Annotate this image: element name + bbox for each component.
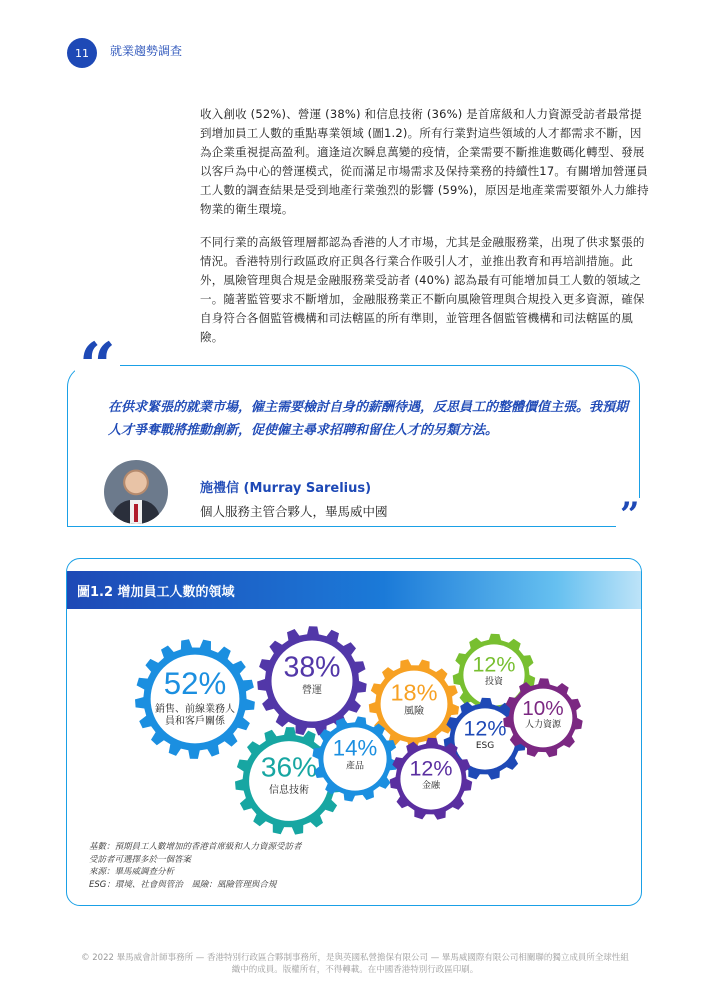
figure-box — [66, 558, 642, 906]
gear-label-it: 信息技術 — [269, 784, 309, 796]
figure-title: 圖1.2 增加員工人數的領域 — [77, 585, 235, 600]
gear-value-risk: 18% — [390, 679, 438, 706]
header-title: 就業趨勢調查 — [110, 44, 183, 58]
gear-label-hr: 人力資源 — [524, 719, 562, 730]
gear-label-operations: 營運 — [302, 685, 322, 697]
gear-value-it: 36% — [260, 751, 318, 783]
speaker-name: 施禮信 (Murray Sarelius) — [200, 481, 372, 496]
gear-sales — [135, 639, 255, 759]
open-quote-mark: “ — [75, 335, 120, 399]
note-base: 基數：預期員工人數增加的香港首席級和人力資源受訪者 — [89, 842, 302, 852]
gear-label-sales: 員和客戶關係 — [165, 716, 225, 728]
footer-line-1: © 2022 畢馬威會計師事務所 — 香港特別行政區合夥制事務所，是與英國私營擔保有限公司 — 畢馬威國際有限公司相關聯的獨立成員所全球性組 — [81, 953, 629, 963]
page-number-badge — [67, 38, 97, 68]
note-abbreviations: ESG：環境、社會與管治 風險：風險管理與合規 — [89, 879, 277, 890]
figure-notes — [89, 841, 302, 891]
gear-operations — [257, 626, 367, 735]
gear-label-esg: ESG — [475, 741, 495, 752]
gear-label-sales: 銷售、前線業務人 — [155, 704, 235, 716]
gear-label-investment: 投資 — [484, 677, 504, 688]
page-number: 11 — [75, 46, 89, 60]
gear-value-product: 14% — [332, 735, 378, 761]
body-paragraph-2: 不同行業的高級管理層都認為香港的人才市場，尤其是金融服務業，出現了供求緊張的情況。香港特別行政區政府正與各行業合作吸引人才，並推出教育和再培訓措施。此外，風險管理與合規是金融服務業受訪者 (40%) 認為最有可能增加員工人數的領域之一。隨著監管要求不斷增加，金融服務業正不斷向風險管理與合規投入更多資源，確保自身符合各個監管機構和司法轄區的所有準則，並管理各個監管機構和司法轄區的風險。 — [200, 235, 645, 344]
gear-label-product: 產品 — [345, 761, 365, 772]
quote-text: 在供求緊張的就業市場，僱主需要檢討自身的薪酬待遇，反思員工的整體價值主張。我預期人才爭奪戰將推動創新，促使僱主尋求招聘和留住人才的另類方法。 — [108, 400, 629, 438]
avatar-tie — [134, 504, 138, 522]
gear-value-finance: 12% — [409, 756, 453, 781]
body-paragraph-1: 收入創收 (52%)、營運 (38%) 和信息技術 (36%) 是首席級和人力資源受訪者最常提到增加員工人數的重點專業領域 (圖1.2)。所有行業對這些領域的人才都需求不斷，因為企業重視提高盈利。適逢這次瞬息萬變的疫情，企業需要不斷推進數碼化轉型、發展以客戶為中心的營運模式，從而滿足市場需求及保持業務的持續性17。有關增加營運員工人數的調查結果是受到地產行業強烈的影響 (59%)，原因是地產業需要額外人力維持物業的衛生環境。 — [200, 107, 649, 216]
gear-value-investment: 12% — [472, 652, 516, 677]
gear-value-sales: 52% — [163, 666, 227, 702]
note-source: 來源：畢馬威調查分析 — [89, 867, 175, 877]
gear-label-risk: 風險 — [404, 705, 424, 717]
note-multiple: 受訪者可選擇多於一個答案 — [89, 854, 192, 865]
speaker-avatar — [104, 460, 168, 524]
gear-chart — [67, 609, 642, 839]
footer — [40, 952, 670, 976]
gear-value-esg: 12% — [463, 716, 507, 741]
gear-label-finance: 金融 — [421, 781, 441, 792]
gear-value-operations: 38% — [283, 651, 341, 684]
figure-header — [67, 571, 642, 609]
close-quote-mark: ” — [616, 498, 644, 532]
footer-line-2: 織中的成員。版權所有，不得轉載。在中國香港特別行政區印刷。 — [231, 965, 479, 975]
speaker-role: 個人服務主管合夥人，畢馬威中國 — [200, 504, 388, 519]
gear-value-hr: 10% — [522, 696, 564, 720]
